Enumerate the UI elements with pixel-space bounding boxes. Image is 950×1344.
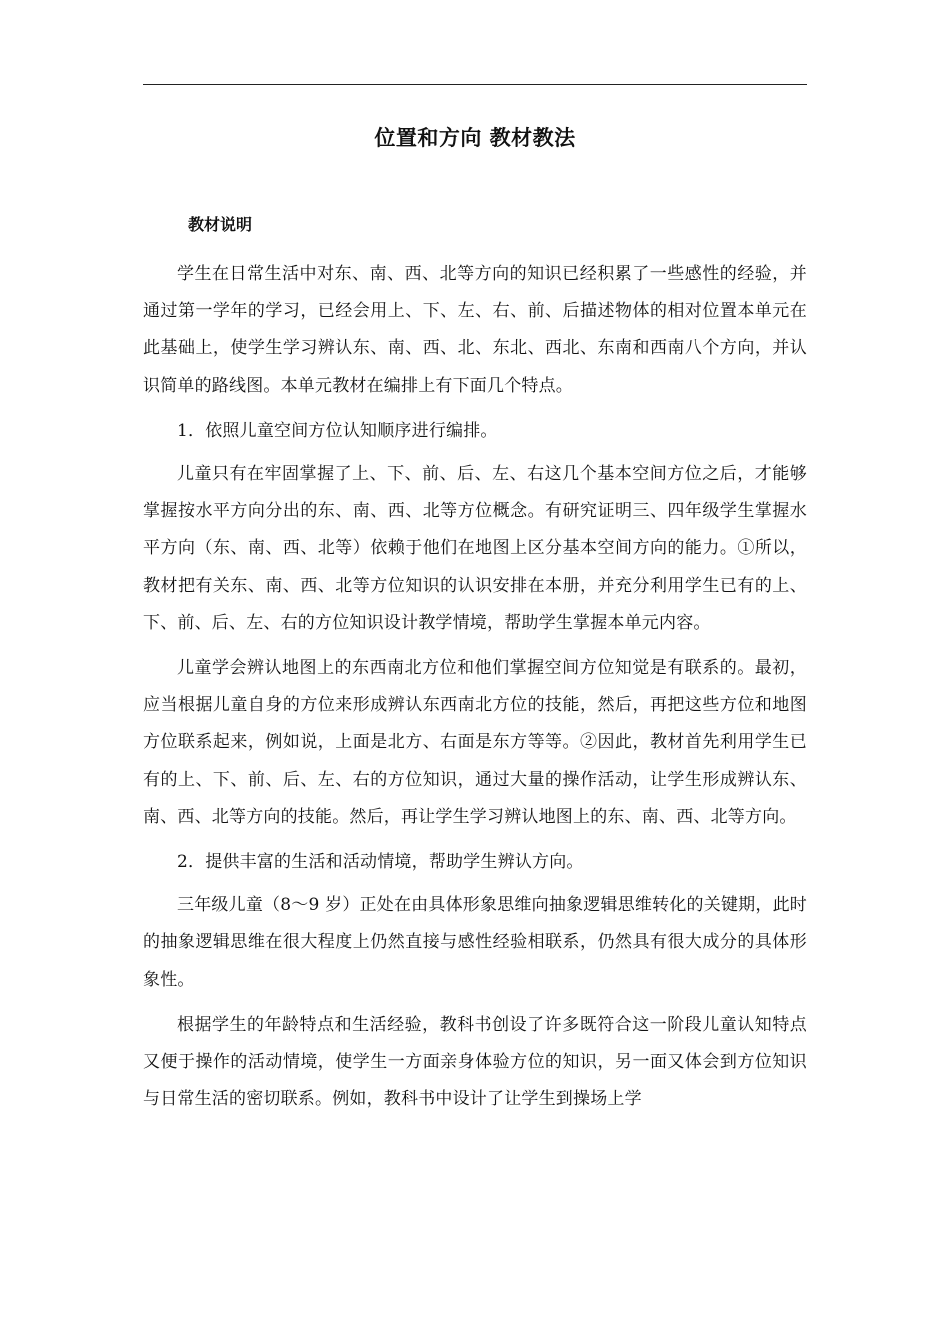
document-title: 位置和方向 教材教法 bbox=[374, 125, 576, 150]
paragraph-activity-situations: 根据学生的年龄特点和生活经验，教科书创设了许多既符合这一阶段儿童认知特点又便于操作的活动情境，使学生一方面亲身体验方位的知识，另一面又体会到方位知识与日常生活的密切联系。例如，教科书中设计了让学生到操场上学 bbox=[143, 1014, 807, 1110]
paragraph-spatial-order: 儿童只有在牢固掌握了上、下、前、后、左、右这几个基本空间方位之后，才能够掌握按水平方向分出的东、南、西、北等方位概念。有研究证明三、四年级学生掌握水平方向（东、南、西、北等）依赖于他们在地图上区分基本空间方向的能力。①所以，教材把有关东、南、西、北等方位知识的认识安排在本册，并充分利用学生已有的上、下、前、后、左、右的方位知识设计教学情境，帮助学生掌握本单元内容。 bbox=[143, 464, 807, 633]
section-heading: 教材说明 bbox=[188, 215, 253, 234]
numbered-point-1: 1．依照儿童空间方位认知顺序进行编排。 bbox=[177, 420, 498, 441]
paragraph-map-directions: 儿童学会辨认地图上的东西南北方位和他们掌握空间方位知觉是有联系的。最初，应当根据儿童自身的方位来形成辨认东西南北方位的技能，然后，再把这些方位和地图方位联系起来，例如说，上面是北方、右面是东方等等。②因此，教材首先利用学生已有的上、下、前、后、左、右的方位知识，通过大量的操作活动，让学生形成辨认东、南、西、北等方向的技能。然后，再让学生学习辨认地图上的东、南、西、北等方向。 bbox=[143, 658, 807, 827]
header-rule bbox=[143, 84, 807, 85]
numbered-point-2: 2．提供丰富的生活和活动情境，帮助学生辨认方向。 bbox=[177, 852, 584, 873]
paragraph-intro: 学生在日常生活中对东、南、西、北等方向的知识已经积累了一些感性的经验，并通过第一学年的学习，已经会用上、下、左、右、前、后描述物体的相对位置本单元在此基础上，使学生学习辨认东、南、西、北、东北、西北、东南和西南八个方向，并认识简单的路线图。本单元教材在编排上有下面几个特点。 bbox=[143, 264, 807, 396]
document-body bbox=[143, 256, 807, 1126]
paragraph-age-characteristics: 三年级儿童（8～9 岁）正处在由具体形象思维向抽象逻辑思维转化的关键期，此时的抽象逻辑思维在很大程度上仍然直接与感性经验相联系，仍然具有很大成分的具体形象性。 bbox=[143, 895, 807, 990]
